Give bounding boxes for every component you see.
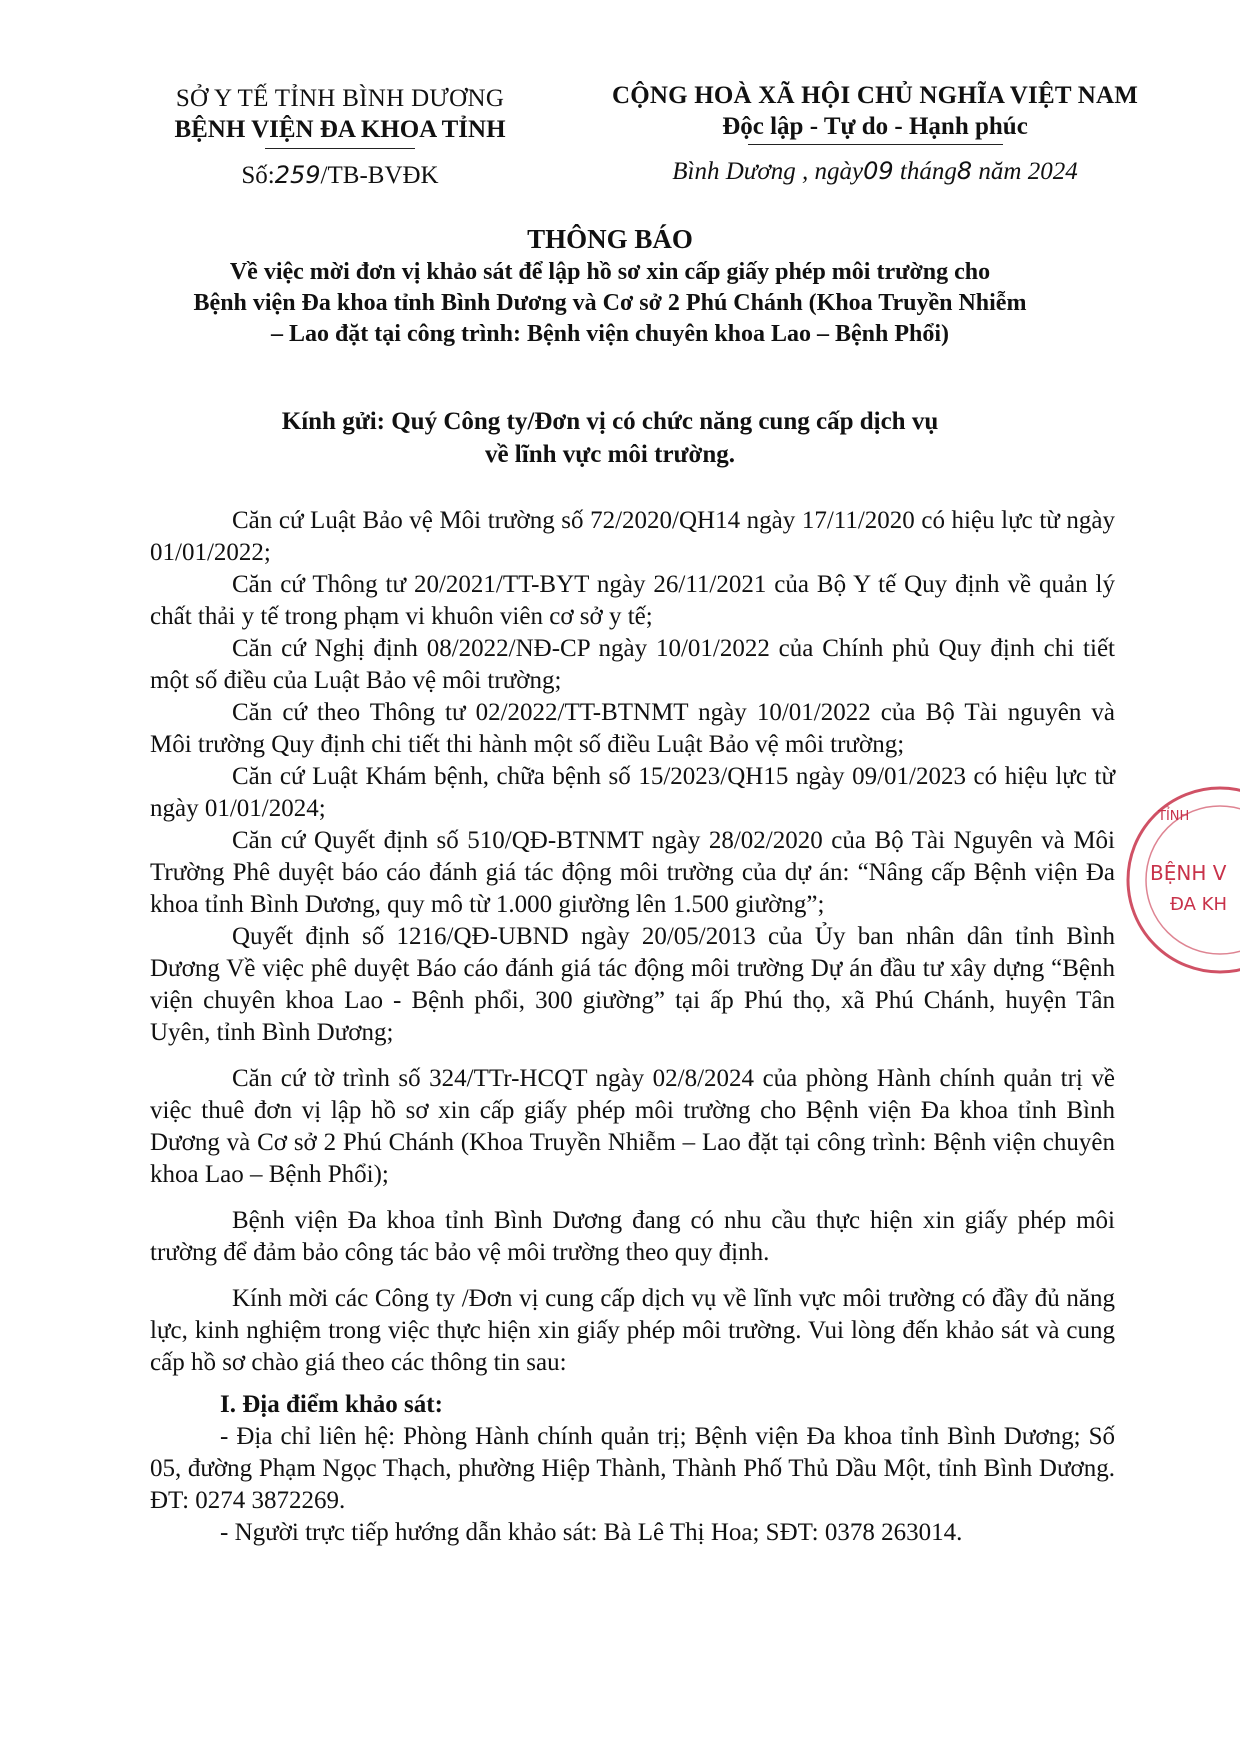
need-paragraph: Bệnh viện Đa khoa tỉnh Bình Dương đang có nhu cầu thực hiện xin giấy phép môi trường để đảm bảo công tác bảo vệ môi trường theo quy định. <box>150 1207 1115 1266</box>
recipient-line: Kính gửi: Quý Công ty/Đơn vị có chức năng cung cấp dịch vụ <box>281 408 939 435</box>
subtitle-line: Về việc mời đơn vị khảo sát để lập hồ sơ xin cấp giấy phép môi trường cho <box>229 259 991 285</box>
issuer-underline <box>265 148 415 149</box>
notice-subtitle <box>120 257 1100 350</box>
invitation-paragraph: Kính mời các Công ty /Đơn vị cung cấp dịch vụ về lĩnh vực môi trường có đầy đủ năng lực, kinh nghiệm trong việc thực hiện xin giấy phép môi trường. Vui lòng đến khảo sát và cung cấp hồ sơ chào giá theo các thông tin sau: <box>150 1285 1115 1376</box>
number-handwritten: 259 <box>274 161 321 189</box>
legal-basis-paragraph: Căn cứ theo Thông tư 02/2022/TT-BTNMT ngày 10/01/2022 của Bộ Tài nguyên và Môi trường Quy định chi tiết thi hành một số điều Luật Bảo vệ môi trường; <box>150 699 1115 758</box>
stamp-text-mid: BỆNH V <box>1150 861 1227 885</box>
motto: Độc lập - Tự do - Hạnh phúc <box>722 113 1028 140</box>
recipient <box>180 405 1040 471</box>
date-month: 8 <box>956 157 973 185</box>
recipient-line: về lĩnh vực môi trường. <box>484 441 736 468</box>
issuer-block <box>140 84 540 190</box>
motto-underline <box>748 144 1003 145</box>
date-day: 09 <box>863 157 894 185</box>
legal-basis-paragraph: Căn cứ Luật Bảo vệ Môi trường số 72/2020/QH14 ngày 17/11/2020 có hiệu lực từ ngày 01/01/2022; <box>150 507 1115 566</box>
subtitle-line: Bệnh viện Đa khoa tỉnh Bình Dương và Cơ sở 2 Phú Chánh (Khoa Truyền Nhiễm <box>193 290 1027 316</box>
stamp-text-bottom: ĐA KH <box>1170 894 1228 915</box>
document-number <box>140 161 540 190</box>
nation-title: CỘNG HOÀ XÃ HỘI CHỦ NGHĨA VIỆT NAM <box>611 82 1139 109</box>
legal-basis-paragraph: Căn cứ Nghị định 08/2022/NĐ-CP ngày 10/01/2022 của Chính phủ Quy định chi tiết một số điều của Luật Bảo vệ môi trường; <box>150 635 1115 694</box>
red-seal-stamp <box>1120 780 1240 980</box>
number-suffix: /TB-BVĐK <box>320 162 439 189</box>
notice-title: THÔNG BÁO <box>527 224 693 254</box>
document-body <box>150 505 1115 1549</box>
contact-address: - Địa chỉ liên hệ: Phòng Hành chính quản trị; Bệnh viện Đa khoa tỉnh Bình Dương; Số 05, đường Phạm Ngọc Thạch, phường Hiệp Thành, Thành Phố Thủ Dầu Một, tỉnh Bình Dương. ĐT: 0274 3872269. <box>150 1423 1115 1514</box>
legal-basis-paragraph: Căn cứ Thông tư 20/2021/TT-BYT ngày 26/11/2021 của Bộ Y tế Quy định về quản lý chất thải y tế trong phạm vi khuôn viên cơ sở y tế; <box>150 571 1115 630</box>
contact-person: - Người trực tiếp hướng dẫn khảo sát: Bà Lê Thị Hoa; SĐT: 0378 263014. <box>220 1519 963 1546</box>
date-month-label: tháng <box>893 158 957 185</box>
date-line <box>580 157 1170 186</box>
stamp-text-top: TỈNH <box>1158 809 1190 824</box>
number-prefix: Số: <box>241 162 275 189</box>
legal-basis-paragraph: Quyết định số 1216/QĐ-UBND ngày 20/05/2013 của Ủy ban nhân dân tỉnh Bình Dương Về việc phê duyệt Báo cáo đánh giá tác động môi trường Dự án đầu tư xây dựng “Bệnh viện chuyên khoa Lao - Bệnh phổi, 300 giường” tại ấp Phú thọ, xã Phú Chánh, huyện Tân Uyên, tỉnh Bình Dương; <box>150 923 1115 1046</box>
agency-name: SỞ Y TẾ TỈNH BÌNH DƯƠNG <box>175 85 505 112</box>
date-place: Bình Dương , ngày <box>672 158 864 185</box>
hospital-name: BỆNH VIỆN ĐA KHOA TỈNH <box>174 116 506 143</box>
date-year: năm 2024 <box>972 158 1078 185</box>
legal-basis-paragraph: Căn cứ Quyết định số 510/QĐ-BTNMT ngày 28/02/2020 của Bộ Tài Nguyên và Môi Trường Phê duyệt báo cáo đánh giá tác động môi trường của dự án: “Nâng cấp Bệnh viện Đa khoa tỉnh Bình Dương, quy mô từ 1.000 giường lên 1.500 giường”; <box>150 827 1115 918</box>
legal-basis-paragraph: Căn cứ Luật Khám bệnh, chữa bệnh số 15/2023/QH15 ngày 09/01/2023 có hiệu lực từ ngày 01/01/2024; <box>150 763 1115 822</box>
section-heading: I. Địa điểm khảo sát: <box>220 1391 443 1418</box>
legal-basis-paragraph: Căn cứ tờ trình số 324/TTr-HCQT ngày 02/8/2024 của phòng Hành chính quản trị về việc thuê đơn vị lập hồ sơ xin cấp giấy phép môi trường cho Bệnh viện Đa khoa tỉnh Bình Dương và Cơ sở 2 Phú Chánh (Khoa Truyền Nhiễm – Lao đặt tại công trình: Bệnh viện chuyên khoa Lao – Bệnh Phổi); <box>150 1065 1115 1188</box>
subtitle-line: – Lao đặt tại công trình: Bệnh viện chuyên khoa Lao – Bệnh Phổi) <box>270 321 950 347</box>
national-header <box>580 80 1170 186</box>
